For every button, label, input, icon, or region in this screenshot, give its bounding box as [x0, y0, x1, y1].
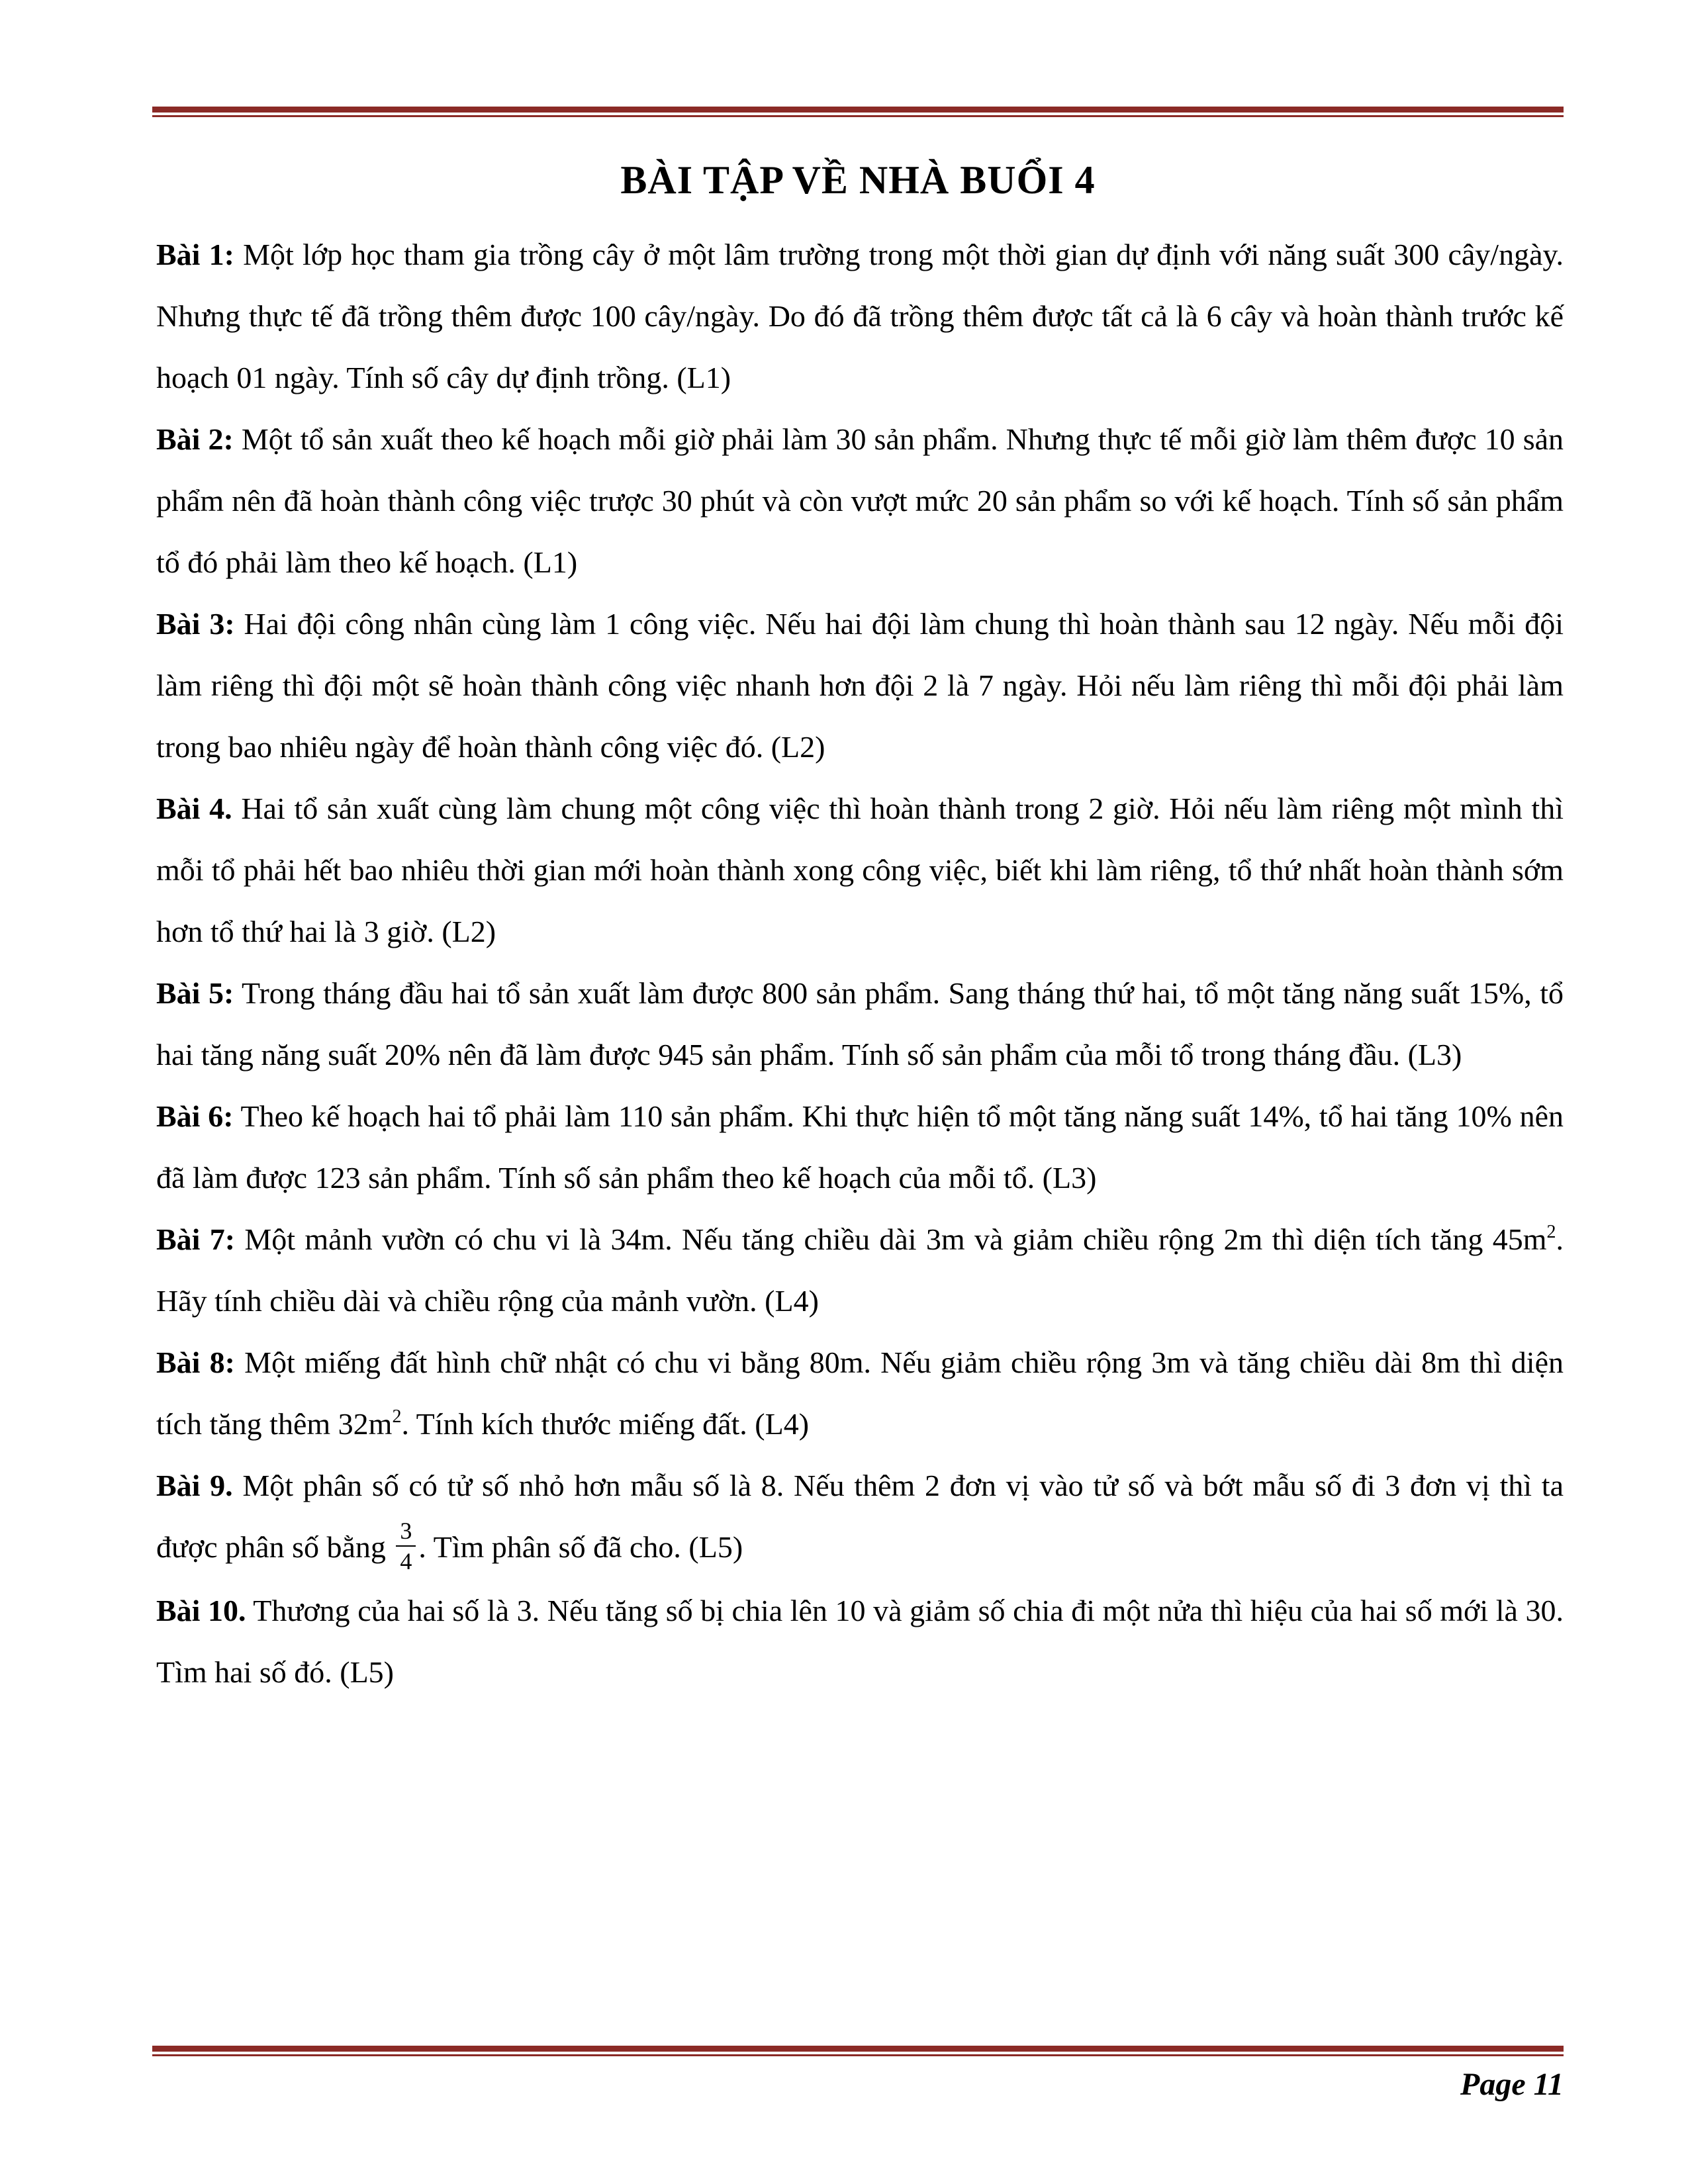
exercise-label: Bài 4. [156, 792, 232, 825]
superscript: 2 [1546, 1222, 1556, 1242]
exercise-label: Bài 10. [156, 1594, 246, 1628]
exercise-label: Bài 8: [156, 1345, 235, 1379]
exercise-text: Một miếng đất hình chữ nhật có chu vi bằng 80m. Nếu giảm chiều rộng 3m và tăng chiều dài 8m thì diện tích tăng thêm 32m [156, 1345, 1564, 1441]
exercise-text-end: . Tính kích thước miếng đất. (L4) [401, 1407, 810, 1441]
exercise-8 [156, 1332, 1564, 1455]
exercise-4 [156, 778, 1564, 962]
exercise-text: Một tổ sản xuất theo kế hoạch mỗi giờ phải làm 30 sản phẩm. Nhưng thực tế mỗi giờ làm thêm được 10 sản phẩm nên đã hoàn thành công việc trược 30 phút và còn vượt mức 20 sản phẩm so với kế hoạch. Tính số sản phẩm tổ đó phải làm theo kế hoạch. (L1) [156, 422, 1564, 579]
header-rule [152, 107, 1564, 117]
exercise-10 [156, 1580, 1564, 1703]
exercise-text: Một lớp học tham gia trồng cây ở một lâm trường trong một thời gian dự định với năng suất 300 cây/ngày. Nhưng thực tế đã trồng thêm được 100 cây/ngày. Do đó đã trồng thêm được tất cả là 6 cây và hoàn thành trước kế hoạch 01 ngày. Tính số cây dự định trồng. (L1) [156, 238, 1564, 394]
exercise-label: Bài 1: [156, 238, 234, 271]
exercise-text: Một phân số có tử số nhỏ hơn mẫu số là 8. Nếu thêm 2 đơn vị vào tử số và bớt mẫu số đi 3 đơn vị thì ta được phân số bằng [156, 1469, 1564, 1564]
exercise-list [156, 224, 1564, 1703]
exercise-text-end: . Hãy tính chiều dài và chiều rộng của mảnh vườn. (L4) [156, 1222, 1564, 1318]
footer-rule [152, 2046, 1564, 2056]
exercise-text-end: . Tìm phân số đã cho. (L5) [418, 1530, 743, 1564]
exercise-2 [156, 408, 1564, 593]
exercise-5 [156, 962, 1564, 1085]
exercise-label: Bài 3: [156, 607, 235, 641]
exercise-text: Trong tháng đầu hai tổ sản xuất làm được 800 sản phẩm. Sang tháng thứ hai, tổ một tăng năng suất 15%, tổ hai tăng năng suất 20% nên đã làm được 945 sản phẩm. Tính số sản phẩm của mỗi tổ trong tháng đầu. (L3) [156, 976, 1564, 1071]
exercise-1 [156, 224, 1564, 408]
exercise-label: Bài 7: [156, 1222, 236, 1256]
superscript: 2 [392, 1406, 402, 1427]
exercise-text: Thương của hai số là 3. Nếu tăng số bị chia lên 10 và giảm số chia đi một nửa thì hiệu của hai số mới là 30. Tìm hai số đó. (L5) [156, 1594, 1564, 1690]
fraction [396, 1516, 416, 1576]
exercise-text: Hai đội công nhân cùng làm 1 công việc. Nếu hai đội làm chung thì hoàn thành sau 12 ngày. Nếu mỗi đội làm riêng thì đội một sẽ hoàn thành công việc nhanh hơn đội 2 là 7 ngày. Hỏi nếu làm riêng thì mỗi đội phải làm trong bao nhiêu ngày để hoàn thành công việc đó. (L2) [156, 607, 1564, 764]
exercise-3 [156, 593, 1564, 778]
exercise-7 [156, 1208, 1564, 1332]
exercise-label: Bài 5: [156, 976, 234, 1010]
exercise-label: Bài 9. [156, 1469, 233, 1502]
exercise-6 [156, 1085, 1564, 1208]
page-number: Page 11 [1460, 2067, 1564, 2102]
exercise-text: Theo kế hoạch hai tổ phải làm 110 sản phẩm. Khi thực hiện tổ một tăng năng suất 14%, tổ hai tăng 10% nên đã làm được 123 sản phẩm. Tính số sản phẩm theo kế hoạch của mỗi tổ. (L3) [156, 1099, 1564, 1195]
exercise-label: Bài 6: [156, 1099, 234, 1133]
fraction-numerator: 3 [396, 1516, 416, 1547]
exercise-9 [156, 1455, 1564, 1580]
exercise-text: Hai tổ sản xuất cùng làm chung một công việc thì hoàn thành trong 2 giờ. Hỏi nếu làm riêng một mình thì mỗi tổ phải hết bao nhiêu thời gian mới hoàn thành xong công việc, biết khi làm riêng, tổ thứ nhất hoàn thành sớm hơn tổ thứ hai là 3 giờ. (L2) [156, 792, 1564, 948]
page-title: BÀI TẬP VỀ NHÀ BUỔI 4 [620, 158, 1096, 202]
exercise-label: Bài 2: [156, 422, 234, 456]
fraction-denominator: 4 [400, 1548, 412, 1575]
exercise-text: Một mảnh vườn có chu vi là 34m. Nếu tăng chiều dài 3m và giảm chiều rộng 2m thì diện tích tăng 45m [235, 1222, 1547, 1256]
